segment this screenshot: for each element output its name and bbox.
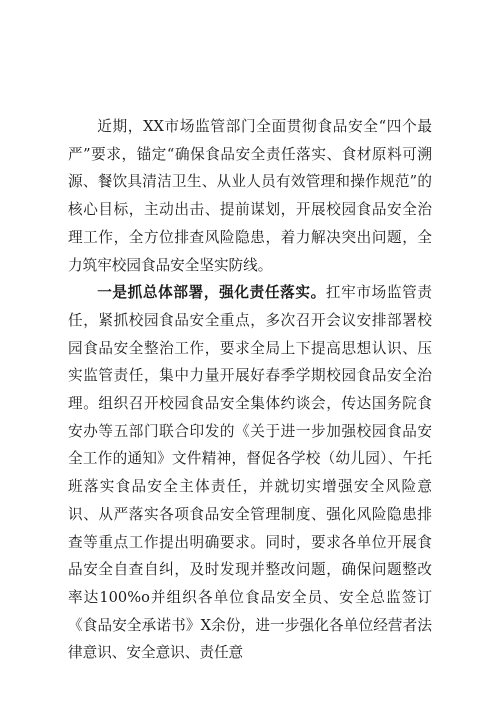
paragraph-intro-text: 近期，XX市场监管部门全面贯彻食品安全“四个最严”要求，锚定“确保食品安全责任落实、食材原料可溯源、餐饮具清洁卫生、从业人员有效管理和操作规范”的核心目标，主动出击、提前谋划，开展校园食品安全治理工作，全方位排查风险隐患，着力解决突出问题，全力筑牢校园食品安全坚实防线。: [68, 118, 432, 274]
document-body: [68, 113, 432, 667]
paragraph-section-one: [68, 279, 432, 667]
section-one-heading: 一是抓总体部署，强化责任落实。: [97, 284, 326, 302]
section-one-text: 扛牢市场监管责任，紧抓校园食品安全重点，多次召开会议安排部署校园食品安全整治工作，要求全局上下提高思想认识、压实监管责任，集中力量开展好春季学期校园食品安全治理。组织召开校园食品安全集体约谈会，传达国务院食安办等五部门联合印发的《关于进一步加强校园食品安全工作的通知》文件精神，督促各学校（幼儿园）、午托班落实食品安全主体责任，并就切实增强安全风险意识、从严落实各项食品安全管理制度、强化风险隐患排查等重点工作提出明确要求。同时，要求各单位开展食品安全自查自纠，及时发现并整改问题，确保问题整改率达100%o并组织各单位食品安全员、安全总监签订《食品安全承诺书》X余份，进一步强化各单位经营者法律意识、安全意识、责任意: [68, 284, 432, 662]
paragraph-intro: [68, 113, 432, 279]
